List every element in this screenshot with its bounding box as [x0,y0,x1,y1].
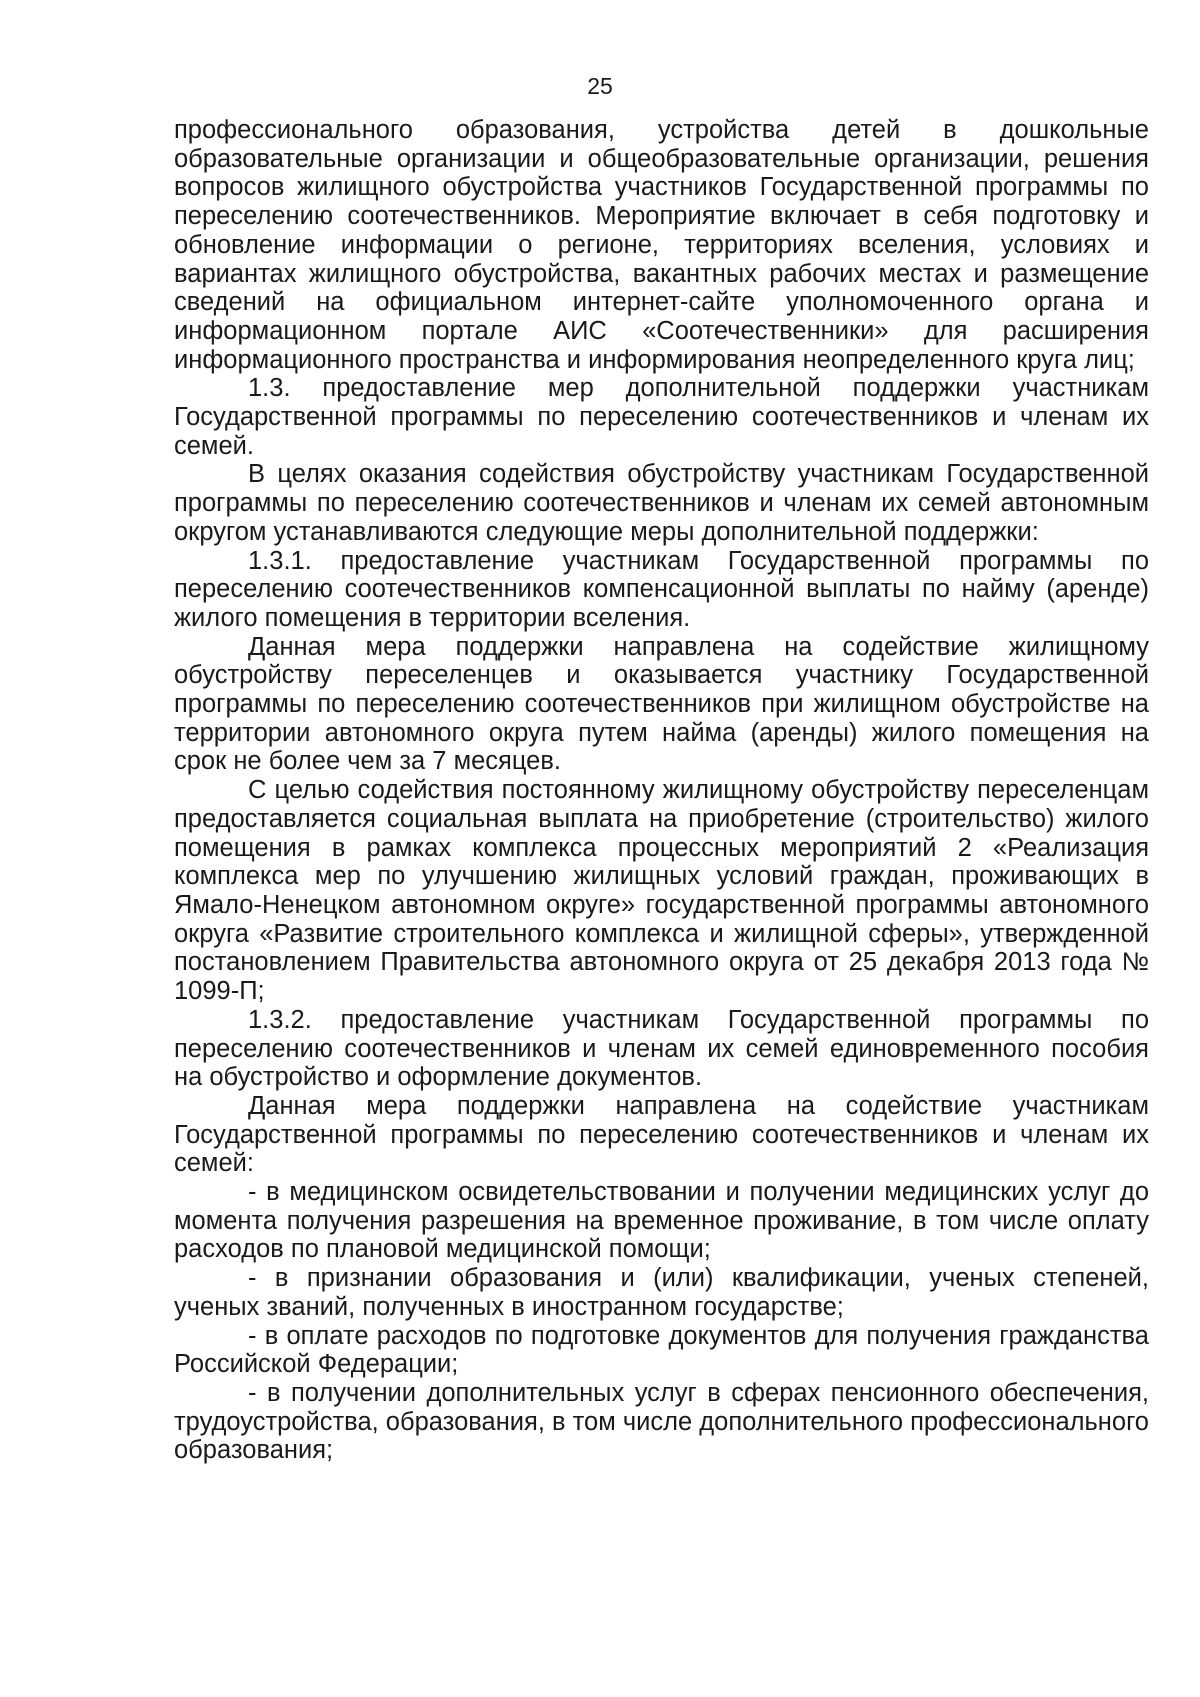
paragraph: В целях оказания содействия обустройству участникам Государственной программы по переселению соотечественников и членам их семей автономным округом устанавливаются следующие меры дополнительной поддержки: [174,460,1149,546]
paragraph: 1.3.1. предоставление участникам Государственной программы по переселению соотечественников компенсационной выплаты по найму (аренде) жилого помещения в территории вселения. [174,546,1149,632]
paragraph: С целью содействия постоянному жилищному обустройству переселенцам предоставляется социальная выплата на приобретение (строительство) жилого помещения в рамках комплекса процессных мероприятий 2 «Реализация комплекса мер по улучшению жилищных условий граждан, проживающих в Ямало-Ненецком автономном округе» государственной программы автономного округа «Развитие строительного комплекса и жилищной сферы», утвержденной постановлением Правительства автономного округа от 25 декабря 2013 года № 1099-П; [174,776,1149,1006]
paragraph: 1.3. предоставление мер дополнительной поддержки участникам Государственной программы по переселению соотечественников и членам их семей. [174,374,1149,460]
document-body [174,116,1149,1465]
list-item: - в медицинском освидетельствовании и получении медицинских услуг до момента получения разрешения на временное проживание, в том числе оплату расходов по плановой медицинской помощи; [174,1178,1149,1264]
paragraph: профессионального образования, устройства детей в дошкольные образовательные организации и общеобразовательные организации, решения вопросов жилищного обустройства участников Государственной программы по переселению соотечественников. Мероприятие включает в себя подготовку и обновление информации о регионе, территориях вселения, условиях и вариантах жилищного обустройства, вакантных рабочих местах и размещение сведений на официальном интернет-сайте уполномоченного органа и информационном портале АИС «Соотечественники» для расширения информационного пространства и информирования неопределенного круга лиц; [174,116,1149,374]
list-item: - в получении дополнительных услуг в сферах пенсионного обеспечения, трудоустройства, образования, в том числе дополнительного профессионального образования; [174,1378,1149,1465]
list-item: - в признании образования и (или) квалификации, ученых степеней, ученых званий, полученных в иностранном государстве; [174,1264,1149,1321]
paragraph: 1.3.2. предоставление участникам Государственной программы по переселению соотечественников и членам их семей единовременного пособия на обустройство и оформление документов. [174,1005,1149,1092]
page-number: 25 [587,73,613,99]
paragraph: Данная мера поддержки направлена на содействие жилищному обустройству переселенцев и оказывается участнику Государственной программы по переселению соотечественников при жилищном обустройстве на территории автономного округа путем найма (аренды) жилого помещения на срок не более чем за 7 месяцев. [174,632,1149,776]
paragraph: Данная мера поддержки направлена на содействие участникам Государственной программы по переселению соотечественников и членам их семей: [174,1091,1149,1178]
list-item: - в оплате расходов по подготовке документов для получения гражданства Российской Федерации; [174,1321,1149,1379]
